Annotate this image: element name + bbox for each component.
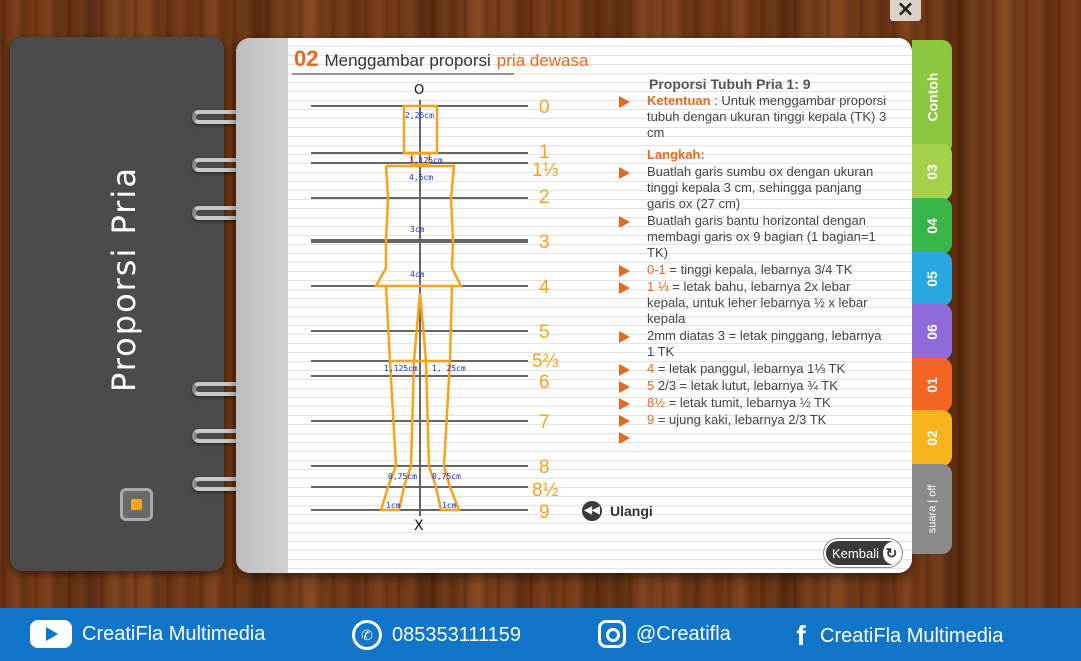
info-title: Proporsi Tubuh Pria 1: 9	[649, 76, 811, 92]
level-label: 5	[539, 322, 550, 343]
tab-label: 02	[923, 430, 940, 446]
level-label: 9	[539, 502, 550, 523]
measure-label: 1, 25cm	[432, 364, 466, 373]
step-text: 2mm diatas 3 = letak pinggang, lebarnya 1 TK	[647, 328, 882, 359]
level-label: 7	[539, 412, 550, 433]
measure-label: 2,25cm	[405, 111, 434, 120]
step-text: = tinggi kepala, lebarnya 3/4 TK	[665, 262, 853, 277]
langkah-label: Langkah:	[647, 147, 705, 162]
measure-label: 0,75cm	[432, 472, 461, 481]
end-label: X	[414, 518, 424, 534]
bullet-arrow-icon	[619, 265, 630, 277]
step-item	[619, 279, 889, 327]
ketentuan-text: : Untuk menggambar proporsi tubuh dengan ukuran tinggi kepala (TK) 3 cm	[647, 93, 887, 140]
rewind-icon: ◀◀	[582, 501, 602, 521]
step-text: Buatlah garis bantu horizontal dengan membagi garis ox 9 bagian (1 bagian=1 TK)	[647, 213, 876, 260]
bullet-arrow-icon	[619, 216, 630, 228]
step-item	[619, 262, 889, 278]
step-key: 8½	[647, 395, 666, 410]
step-text: 2/3 = letak lutut, lebarnya ¾ TK	[654, 378, 838, 393]
level-label: 0	[539, 97, 550, 118]
level-label: 1	[539, 142, 550, 163]
measure-label: 1cm	[386, 501, 401, 510]
measure-label: 0,75cm	[388, 472, 417, 481]
tab-06[interactable]	[912, 304, 952, 360]
step-item	[619, 378, 889, 394]
footer-whatsapp[interactable]	[352, 620, 521, 650]
bullet-arrow-icon	[619, 381, 630, 393]
back-button[interactable]	[824, 539, 902, 567]
measure-label: 1,125cm	[384, 364, 418, 373]
footer-youtube[interactable]	[30, 620, 265, 648]
level-label: 4	[539, 277, 550, 298]
measure-label: 3cm	[410, 225, 425, 234]
step-text: = letak panggul, lebarnya 1⅓ TK	[654, 361, 846, 376]
replay-button[interactable]	[582, 501, 653, 521]
bullet-arrow-icon	[619, 415, 630, 427]
instagram-label: @Creatifla	[636, 622, 731, 645]
bullet-arrow-icon	[619, 364, 630, 376]
bullet-arrow-icon	[619, 96, 630, 108]
youtube-icon	[30, 620, 72, 648]
title-text: Menggambar proporsi	[324, 51, 491, 70]
info-panel	[619, 76, 889, 445]
footer-facebook[interactable]	[792, 620, 1003, 652]
level-numbers	[532, 97, 559, 523]
sound-toggle[interactable]	[912, 464, 952, 554]
bullet-arrow-icon	[619, 398, 630, 410]
level-label: 8	[539, 457, 550, 478]
proportion-figure	[236, 38, 616, 573]
step-item	[619, 412, 889, 428]
cover-title	[105, 92, 143, 392]
tab-label: 04	[923, 218, 940, 234]
step-key: 0-1	[647, 262, 666, 277]
step-key: 4	[647, 361, 655, 376]
footer-bar	[0, 608, 1081, 661]
tab-05[interactable]	[912, 252, 952, 306]
level-label: 5⅔	[532, 351, 559, 372]
tab-01[interactable]	[912, 358, 952, 412]
tab-04[interactable]	[912, 198, 952, 254]
level-label: 6	[539, 372, 550, 393]
step-text: = letak bahu, lebarnya 2x lebar kepala, untuk leher lebarnya ½ x lebar kepala	[647, 279, 868, 326]
tab-label: 01	[923, 377, 940, 393]
level-label: 8½	[532, 480, 559, 501]
measure-label: 4cm	[410, 270, 425, 279]
close-button[interactable]: ×	[890, 0, 921, 21]
back-label: Kembali	[832, 545, 879, 561]
facebook-label: CreatiFla Multimedia	[820, 624, 1004, 647]
step-key: 9	[647, 412, 655, 427]
step-item	[619, 164, 889, 212]
facebook-icon: f	[796, 620, 806, 651]
next-arrow-icon[interactable]	[619, 432, 630, 444]
measure-label: 4,5cm	[409, 173, 434, 182]
step-text: Buatlah garis sumbu ox dengan ukuran tinggi kepala 3 cm, sehingga panjang garis ox (27 cm)	[647, 164, 874, 211]
level-label: 1⅓	[532, 160, 559, 181]
notebook-page	[236, 38, 912, 573]
tab-03[interactable]	[912, 144, 952, 200]
step-key: 1 ⅓	[647, 279, 669, 294]
tab-label: 03	[923, 164, 940, 180]
replay-label: Ulangi	[610, 503, 653, 519]
step-item	[619, 361, 889, 377]
whatsapp-icon: ✆	[352, 620, 382, 650]
step-text: = letak tumit, lebarnya ½ TK	[665, 395, 831, 410]
back-arrow-icon: ↻	[883, 542, 900, 564]
step-item	[619, 328, 889, 360]
title-highlight: pria dewasa	[496, 51, 589, 70]
measure-label: 1,125cm	[409, 156, 443, 165]
level-label: 2	[539, 187, 550, 208]
bullet-arrow-icon	[619, 167, 630, 179]
origin-label: O	[414, 83, 425, 98]
step-item	[619, 395, 889, 411]
bullet-arrow-icon	[619, 282, 630, 294]
cover-title-text: Proporsi Pria	[105, 166, 143, 392]
tab-02[interactable]	[912, 410, 952, 466]
step-key: 5	[647, 378, 655, 393]
tab-label: 06	[923, 324, 940, 340]
youtube-label: CreatiFla Multimedia	[82, 622, 266, 645]
step-text: = ujung kaki, lebarnya 2/3 TK	[654, 412, 827, 427]
creatifla-logo-icon	[120, 488, 153, 521]
tab-contoh[interactable]	[912, 40, 952, 154]
ketentuan-label: Ketentuan	[647, 93, 711, 108]
tab-label: Contoh	[924, 72, 941, 122]
sound-label: suara | off	[926, 484, 938, 534]
next-step-arrow[interactable]	[619, 429, 889, 445]
title-number: 02	[294, 46, 319, 71]
footer-instagram[interactable]	[598, 620, 731, 648]
bullet-arrow-icon	[619, 331, 630, 343]
whatsapp-label: 085353111159	[392, 623, 522, 646]
ketentuan-row	[619, 93, 889, 141]
figure-outline	[376, 106, 461, 510]
step-item	[619, 213, 889, 261]
instagram-icon	[598, 620, 626, 648]
measure-label: 1cm	[442, 501, 457, 510]
level-label: 3	[539, 232, 550, 253]
tab-label: 05	[923, 271, 940, 287]
